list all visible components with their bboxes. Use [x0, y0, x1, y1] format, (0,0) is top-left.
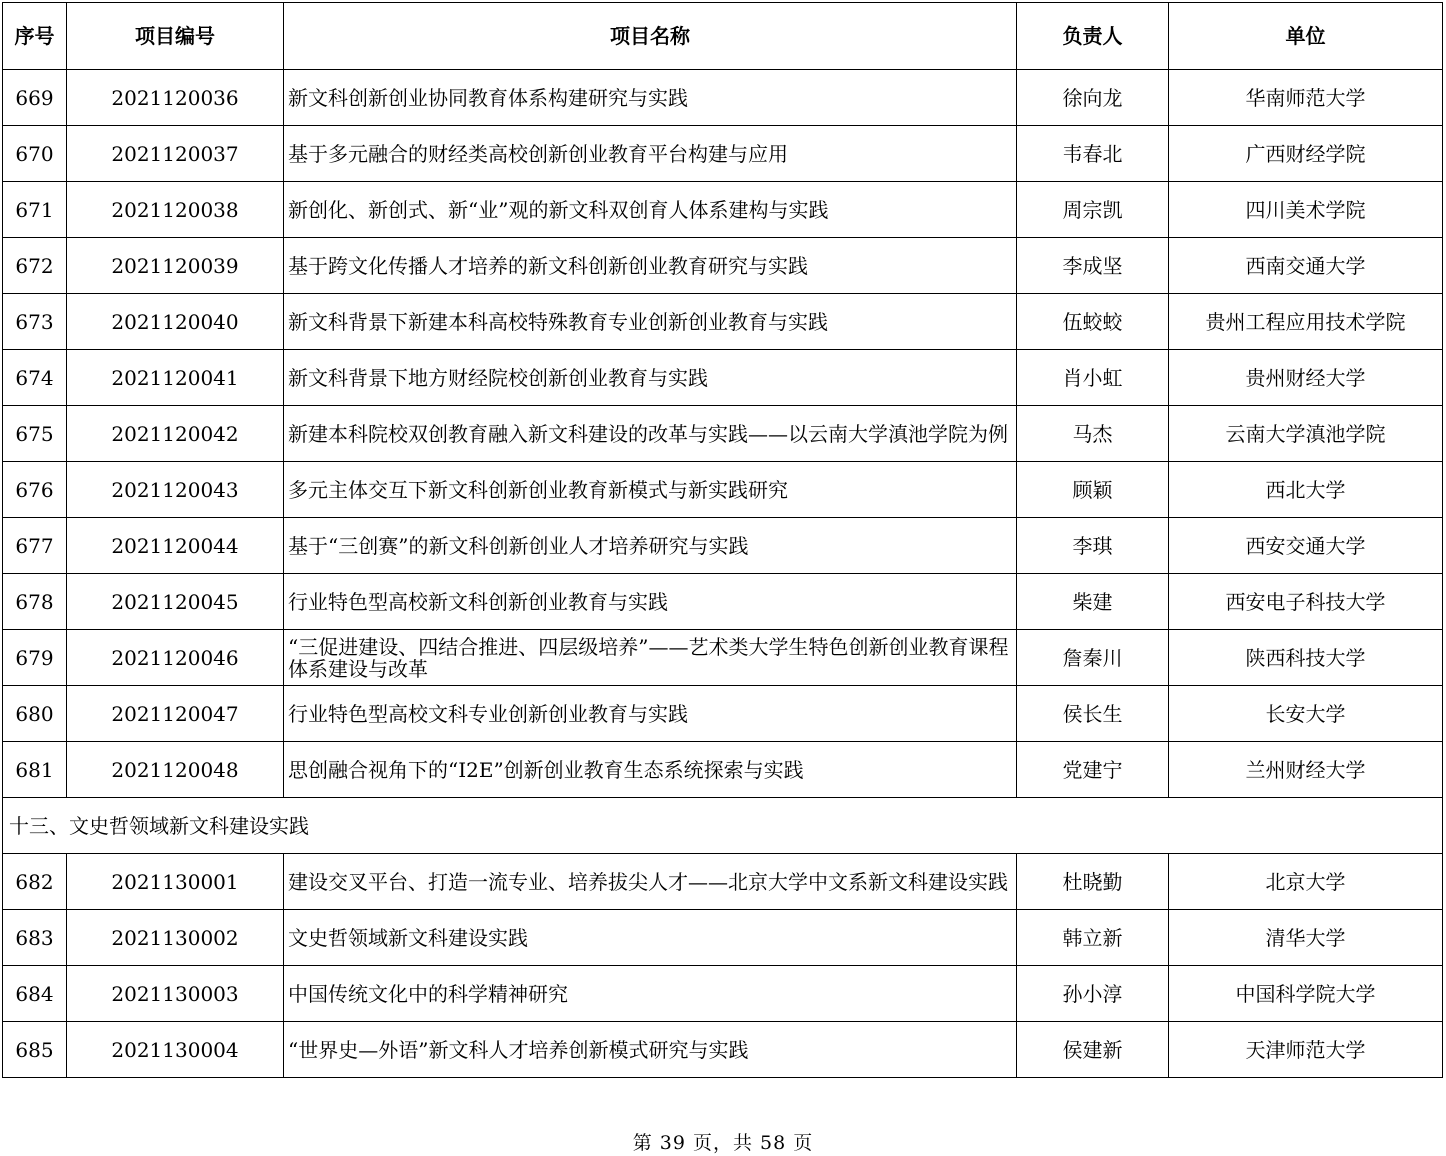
- cell-code: 2021120039: [67, 238, 284, 294]
- cell-no: 677: [3, 518, 67, 574]
- cell-no: 669: [3, 70, 67, 126]
- project-table: [2, 2, 1443, 1078]
- cell-code: 2021130003: [67, 966, 284, 1022]
- cell-code: 2021130004: [67, 1022, 284, 1078]
- cell-no: 682: [3, 854, 67, 910]
- cell-unit: 清华大学: [1169, 910, 1443, 966]
- cell-code: 2021120042: [67, 406, 284, 462]
- table-row: [3, 518, 1443, 574]
- cell-leader: 孙小淳: [1017, 966, 1169, 1022]
- cell-code: 2021120037: [67, 126, 284, 182]
- cell-no: 680: [3, 686, 67, 742]
- cell-unit: 广西财经学院: [1169, 126, 1443, 182]
- cell-no: 681: [3, 742, 67, 798]
- cell-no: 683: [3, 910, 67, 966]
- cell-no: 684: [3, 966, 67, 1022]
- cell-no: 672: [3, 238, 67, 294]
- cell-no: 674: [3, 350, 67, 406]
- header-no: 序号: [3, 3, 67, 70]
- cell-unit: 北京大学: [1169, 854, 1443, 910]
- cell-name: 新文科创新创业协同教育体系构建研究与实践: [284, 70, 1017, 126]
- cell-code: 2021120040: [67, 294, 284, 350]
- cell-leader: 李成坚: [1017, 238, 1169, 294]
- section-title: 十三、文史哲领域新文科建设实践: [3, 798, 1443, 854]
- cell-name: “世界史—外语”新文科人才培养创新模式研究与实践: [284, 1022, 1017, 1078]
- cell-leader: 周宗凯: [1017, 182, 1169, 238]
- header-leader: 负责人: [1017, 3, 1169, 70]
- cell-leader: 杜晓勤: [1017, 854, 1169, 910]
- cell-name: 新创化、新创式、新“业”观的新文科双创育人体系建构与实践: [284, 182, 1017, 238]
- table-row: [3, 910, 1443, 966]
- table-row: [3, 182, 1443, 238]
- table-row: [3, 238, 1443, 294]
- cell-code: 2021120043: [67, 462, 284, 518]
- cell-no: 679: [3, 630, 67, 686]
- cell-leader: 侯建新: [1017, 1022, 1169, 1078]
- cell-name: 多元主体交互下新文科创新创业教育新模式与新实践研究: [284, 462, 1017, 518]
- cell-leader: 马杰: [1017, 406, 1169, 462]
- section-row: [3, 798, 1443, 854]
- project-table-container: [2, 2, 1443, 1078]
- cell-leader: 顾颖: [1017, 462, 1169, 518]
- cell-name: 新建本科院校双创教育融入新文科建设的改革与实践——以云南大学滇池学院为例: [284, 406, 1017, 462]
- cell-code: 2021120045: [67, 574, 284, 630]
- cell-leader: 党建宁: [1017, 742, 1169, 798]
- table-row: [3, 630, 1443, 686]
- cell-unit: 西南交通大学: [1169, 238, 1443, 294]
- cell-code: 2021130002: [67, 910, 284, 966]
- cell-leader: 韩立新: [1017, 910, 1169, 966]
- table-row: [3, 462, 1443, 518]
- cell-name: 行业特色型高校新文科创新创业教育与实践: [284, 574, 1017, 630]
- cell-unit: 陕西科技大学: [1169, 630, 1443, 686]
- cell-code: 2021130001: [67, 854, 284, 910]
- table-row: [3, 70, 1443, 126]
- cell-unit: 贵州财经大学: [1169, 350, 1443, 406]
- table-body-b: [3, 854, 1443, 1078]
- cell-name: 中国传统文化中的科学精神研究: [284, 966, 1017, 1022]
- cell-code: 2021120036: [67, 70, 284, 126]
- cell-unit: 贵州工程应用技术学院: [1169, 294, 1443, 350]
- cell-name: 基于多元融合的财经类高校创新创业教育平台构建与应用: [284, 126, 1017, 182]
- table-row: [3, 350, 1443, 406]
- cell-name: 建设交叉平台、打造一流专业、培养拔尖人才——北京大学中文系新文科建设实践: [284, 854, 1017, 910]
- table-row: [3, 126, 1443, 182]
- cell-leader: 詹秦川: [1017, 630, 1169, 686]
- header-unit: 单位: [1169, 3, 1443, 70]
- cell-code: 2021120038: [67, 182, 284, 238]
- cell-name: 新文科背景下地方财经院校创新创业教育与实践: [284, 350, 1017, 406]
- table-row: [3, 294, 1443, 350]
- table-row: [3, 686, 1443, 742]
- cell-name: 行业特色型高校文科专业创新创业教育与实践: [284, 686, 1017, 742]
- cell-code: 2021120041: [67, 350, 284, 406]
- cell-leader: 伍蛟蛟: [1017, 294, 1169, 350]
- cell-no: 671: [3, 182, 67, 238]
- table-header-row: [3, 3, 1443, 70]
- cell-leader: 徐向龙: [1017, 70, 1169, 126]
- cell-unit: 中国科学院大学: [1169, 966, 1443, 1022]
- cell-unit: 四川美术学院: [1169, 182, 1443, 238]
- cell-no: 685: [3, 1022, 67, 1078]
- cell-name: 文史哲领域新文科建设实践: [284, 910, 1017, 966]
- table-row: [3, 854, 1443, 910]
- cell-unit: 兰州财经大学: [1169, 742, 1443, 798]
- cell-leader: 李琪: [1017, 518, 1169, 574]
- cell-code: 2021120047: [67, 686, 284, 742]
- table-body-a: [3, 70, 1443, 798]
- cell-name: 思创融合视角下的“I2E”创新创业教育生态系统探索与实践: [284, 742, 1017, 798]
- cell-code: 2021120046: [67, 630, 284, 686]
- section-body: [3, 798, 1443, 854]
- cell-unit: 云南大学滇池学院: [1169, 406, 1443, 462]
- cell-leader: 肖小虹: [1017, 350, 1169, 406]
- table-row: [3, 1022, 1443, 1078]
- cell-leader: 侯长生: [1017, 686, 1169, 742]
- header-name: 项目名称: [284, 3, 1017, 70]
- cell-leader: 柴建: [1017, 574, 1169, 630]
- cell-name: 新文科背景下新建本科高校特殊教育专业创新创业教育与实践: [284, 294, 1017, 350]
- cell-unit: 西安电子科技大学: [1169, 574, 1443, 630]
- cell-name: “三促进建设、四结合推进、四层级培养”——艺术类大学生特色创新创业教育课程体系建设与改革: [284, 630, 1017, 686]
- table-row: [3, 742, 1443, 798]
- cell-unit: 长安大学: [1169, 686, 1443, 742]
- cell-no: 675: [3, 406, 67, 462]
- cell-no: 673: [3, 294, 67, 350]
- page-footer: 第 39 页，共 58 页: [632, 1132, 814, 1154]
- cell-name: 基于“三创赛”的新文科创新创业人才培养研究与实践: [284, 518, 1017, 574]
- cell-no: 670: [3, 126, 67, 182]
- cell-code: 2021120044: [67, 518, 284, 574]
- table-row: [3, 966, 1443, 1022]
- table-row: [3, 574, 1443, 630]
- cell-no: 676: [3, 462, 67, 518]
- cell-unit: 西安交通大学: [1169, 518, 1443, 574]
- cell-name: 基于跨文化传播人才培养的新文科创新创业教育研究与实践: [284, 238, 1017, 294]
- cell-no: 678: [3, 574, 67, 630]
- cell-code: 2021120048: [67, 742, 284, 798]
- cell-unit: 天津师范大学: [1169, 1022, 1443, 1078]
- cell-leader: 韦春北: [1017, 126, 1169, 182]
- header-code: 项目编号: [67, 3, 284, 70]
- table-row: [3, 406, 1443, 462]
- cell-unit: 西北大学: [1169, 462, 1443, 518]
- cell-unit: 华南师范大学: [1169, 70, 1443, 126]
